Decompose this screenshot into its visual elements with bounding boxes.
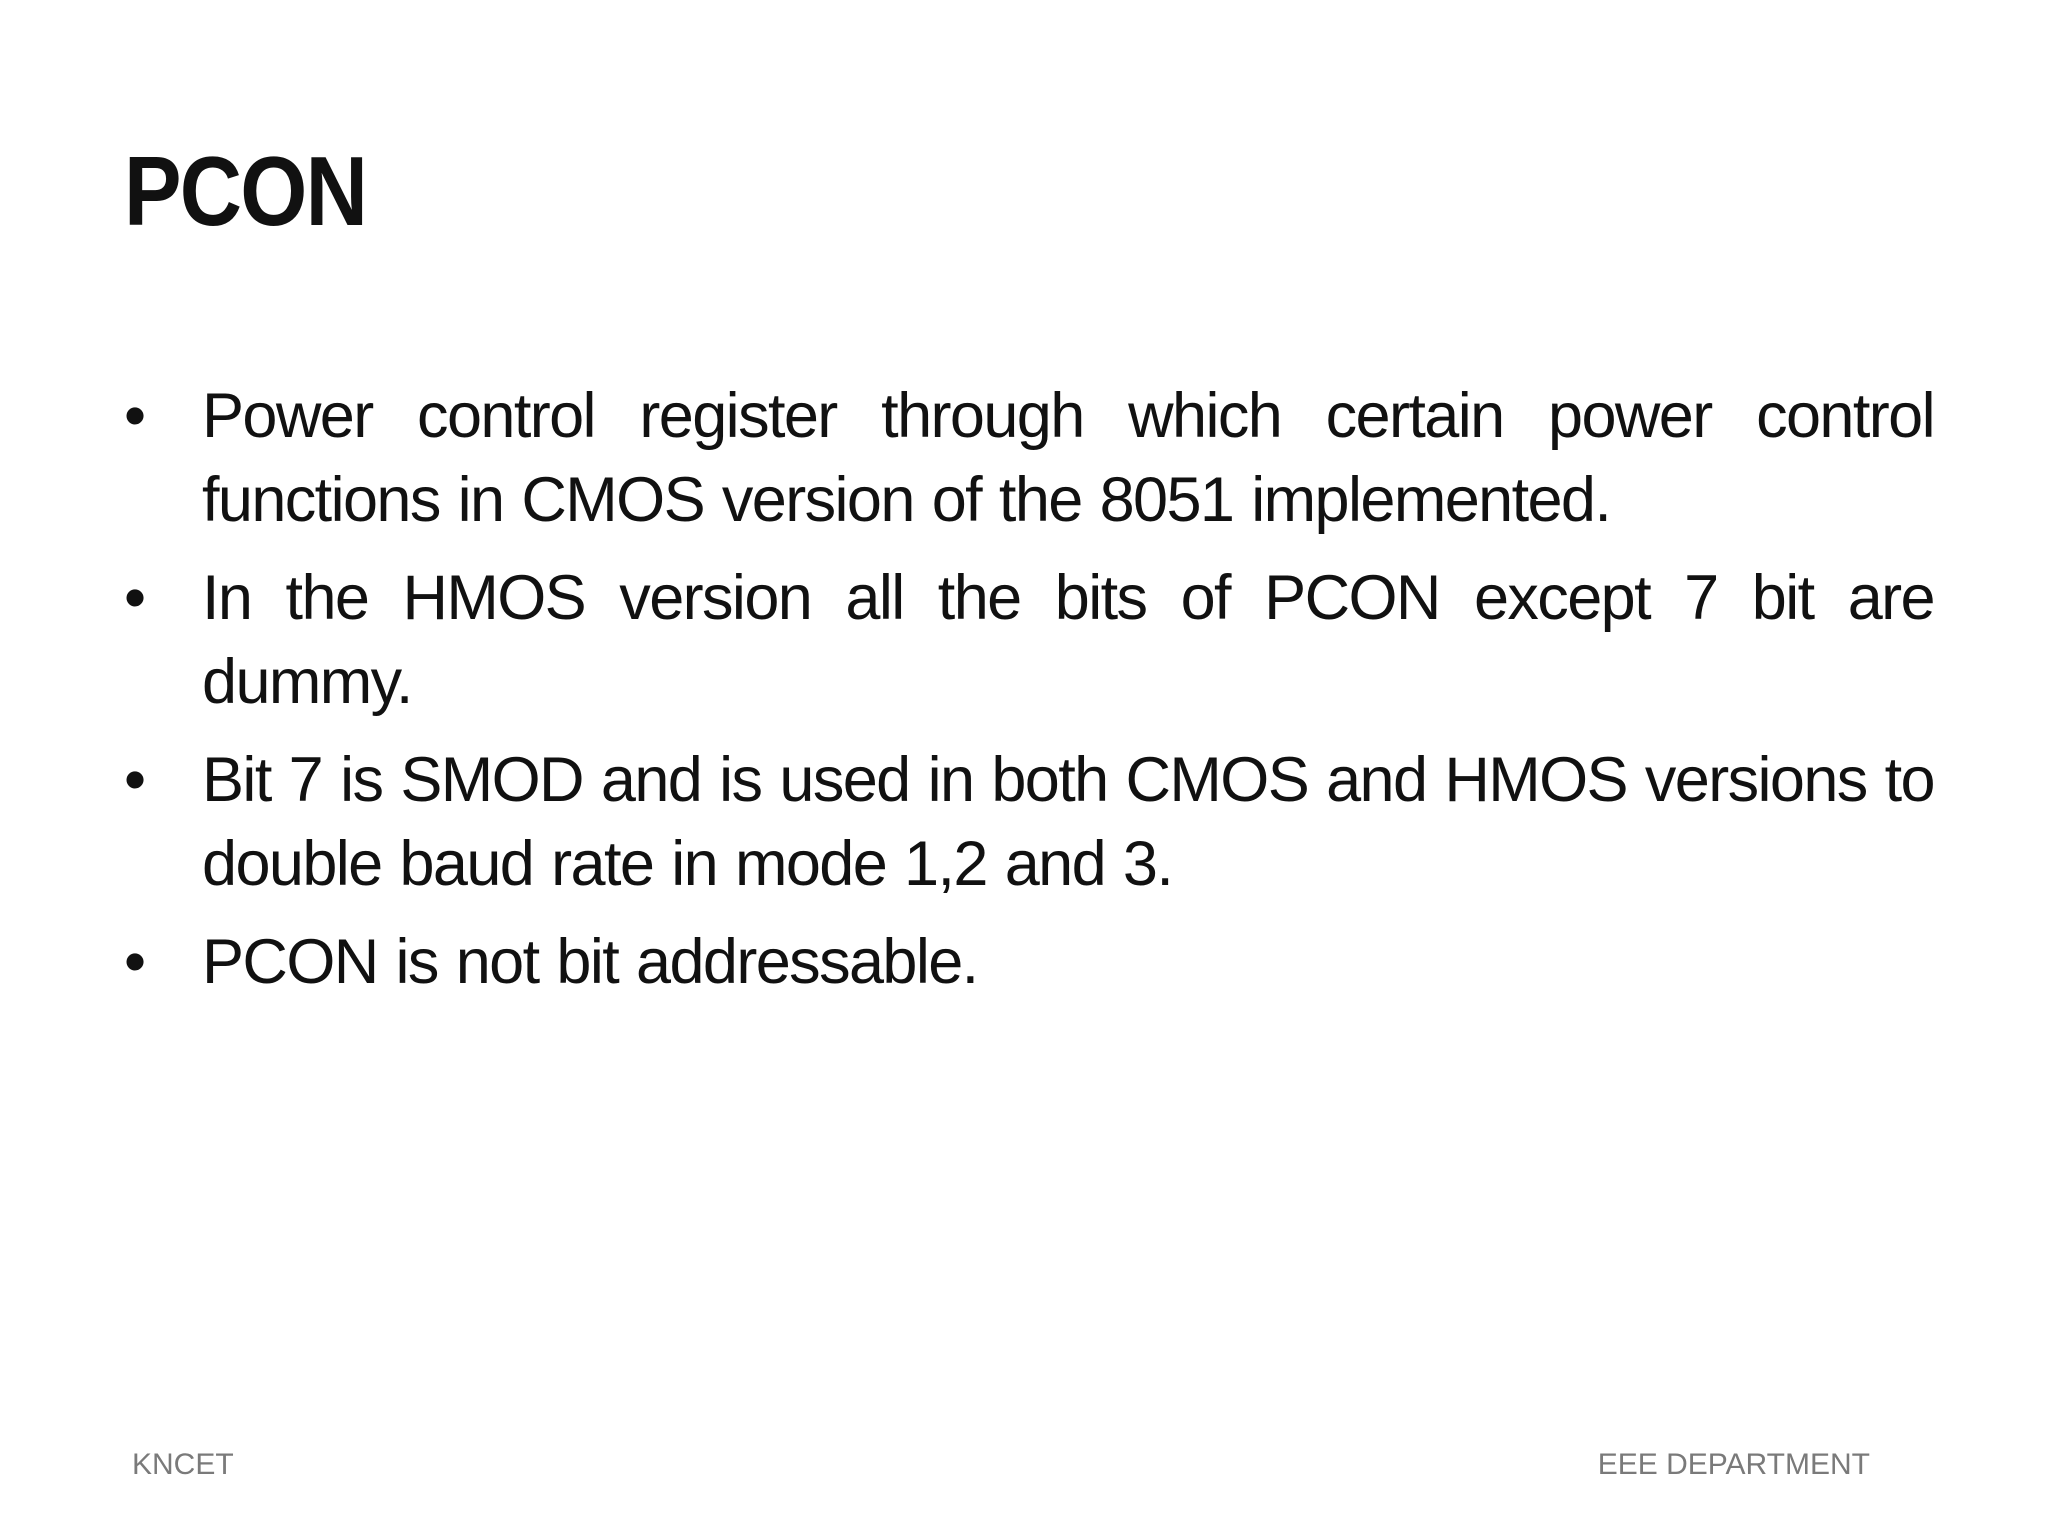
bullet-item bbox=[124, 738, 1934, 906]
bullet-glyph: • bbox=[124, 745, 147, 815]
bullet-item bbox=[124, 556, 1934, 724]
footer-institution: KNCET bbox=[132, 1448, 234, 1481]
bullet-glyph: • bbox=[124, 563, 147, 633]
bullet-glyph: • bbox=[124, 381, 147, 451]
bullet-item bbox=[124, 374, 1934, 542]
bullet-text: PCON is not bit addressable. bbox=[202, 927, 978, 997]
bullet-text: Bit 7 is SMOD and is used in both CMOS and HMOS versions to double baud rate in mode 1,2 and 3. bbox=[202, 745, 1934, 899]
bullet-list bbox=[124, 374, 1934, 1018]
footer-department: EEE DEPARTMENT bbox=[1597, 1448, 1870, 1481]
slide-title: PCON bbox=[124, 136, 367, 246]
bullet-item bbox=[124, 920, 1934, 1004]
bullet-glyph: • bbox=[124, 927, 147, 997]
bullet-text: In the HMOS version all the bits of PCON except 7 bit are dummy. bbox=[202, 563, 1934, 717]
bullet-text: Power control register through which certain power control functions in CMOS version of the 8051 implemented. bbox=[202, 381, 1934, 535]
